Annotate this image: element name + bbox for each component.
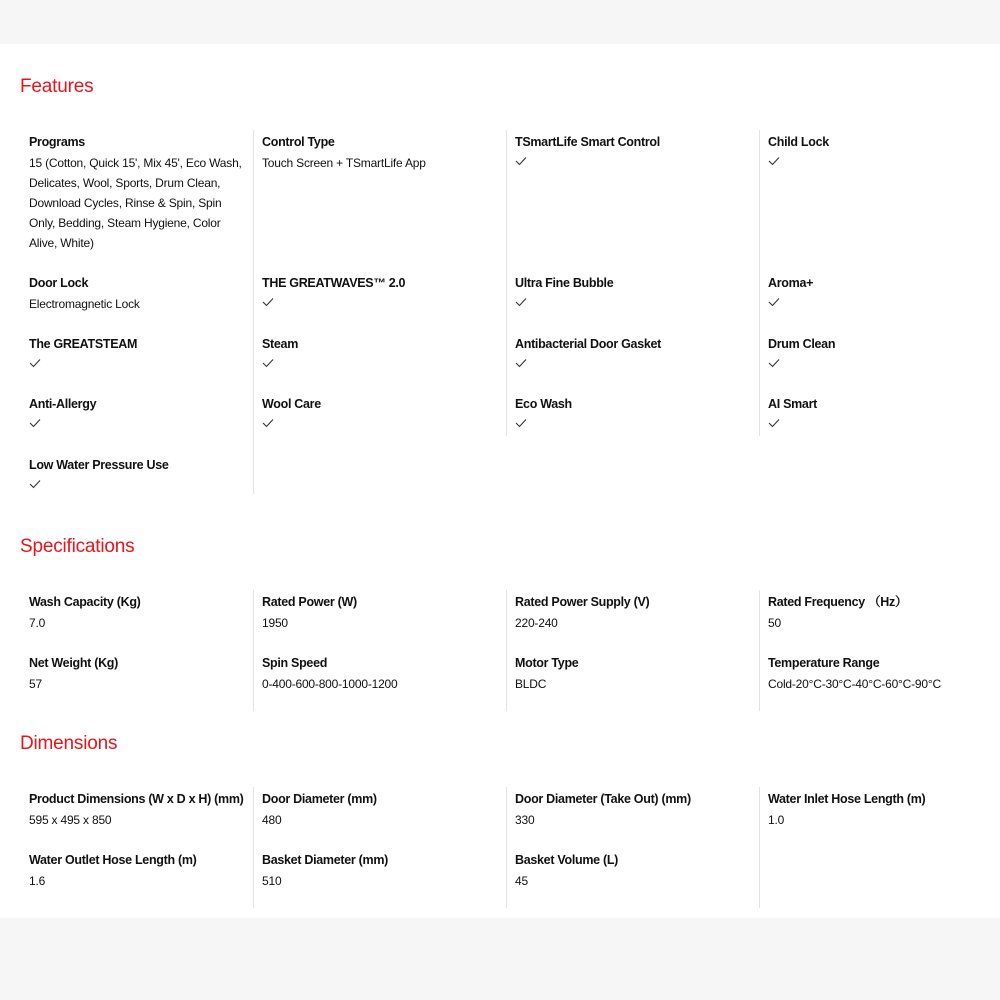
dimension-value: 45 [515, 873, 528, 888]
dimensions-grid [0, 787, 1000, 900]
checkmark-icon [768, 156, 780, 166]
checkmark-icon [515, 418, 527, 428]
feature-label: Wool Care [262, 397, 321, 411]
spec-value: 1950 [262, 616, 288, 630]
spec-value: 220-240 [515, 616, 558, 630]
spec-label: Motor Type [515, 655, 579, 670]
checkmark-icon [29, 358, 41, 368]
feature-label: AI Smart [768, 397, 818, 411]
dimension-item [262, 852, 506, 909]
dimensions-column-2 [253, 787, 506, 908]
features-title: Features [20, 76, 94, 97]
dimension-label: Basket Volume (L) [515, 852, 619, 867]
feature-label: Ultra Fine Bubble [515, 276, 614, 290]
dimensions-column-3 [506, 787, 759, 908]
dimension-value: 480 [262, 813, 282, 827]
feature-item [262, 275, 506, 332]
specifications-title: Specifications [20, 536, 135, 557]
checkmark-icon [29, 418, 41, 428]
dimension-label: Water Outlet Hose Length (m) [29, 852, 197, 867]
specifications-column-4 [759, 590, 1000, 711]
dimension-value: 510 [262, 873, 282, 888]
feature-label: Anti-Allergy [29, 397, 97, 411]
feature-item [768, 396, 1000, 453]
dimension-label: Door Diameter (Take Out) (mm) [515, 792, 691, 806]
feature-label: Low Water Pressure Use [29, 457, 169, 472]
feature-item [29, 396, 253, 453]
feature-label: THE GREATWAVES™ 2.0 [262, 276, 406, 290]
spec-label: Temperature Range [768, 655, 880, 670]
dimension-value: 1.0 [768, 813, 785, 827]
feature-item [262, 336, 506, 393]
dimension-label: Basket Diameter (mm) [262, 852, 388, 867]
spec-item [515, 655, 759, 712]
spec-item [29, 655, 253, 712]
feature-label: Programs [29, 135, 85, 149]
feature-item [768, 275, 1000, 332]
feature-label: The GREATSTEAM [29, 336, 138, 351]
features-column-3 [506, 130, 759, 436]
dimensions-column-4 [759, 787, 1000, 908]
dimension-item [515, 791, 759, 848]
spec-item [262, 594, 506, 651]
feature-item [29, 275, 253, 332]
dimension-item [768, 791, 1000, 848]
features-column-2 [253, 130, 506, 494]
spec-item [262, 655, 506, 712]
dimension-item [29, 852, 253, 909]
dimension-label: Product Dimensions (W x D x H) (mm) [29, 792, 244, 806]
spec-label: Rated Frequency （Hz） [768, 595, 908, 609]
spec-label: Wash Capacity (Kg) [29, 595, 141, 609]
feature-label: Eco Wash [515, 397, 572, 411]
feature-label: Aroma+ [768, 276, 814, 290]
spec-value: Cold-20°C-30°C-40°C-60°C-90°C [768, 676, 941, 691]
checkmark-icon [515, 297, 527, 307]
dimension-item [29, 791, 253, 848]
feature-label: Antibacterial Door Gasket [515, 336, 662, 351]
feature-label: Child Lock [768, 135, 829, 149]
spec-item [29, 594, 253, 651]
spec-value: BLDC [515, 676, 547, 691]
dimension-label: Water Inlet Hose Length (m) [768, 792, 926, 806]
features-grid [0, 130, 1000, 494]
feature-label: Door Lock [29, 276, 89, 290]
dimension-value: 330 [515, 813, 535, 827]
feature-label: Control Type [262, 135, 335, 149]
spec-item [515, 594, 759, 651]
spec-label: Rated Power Supply (V) [515, 595, 650, 609]
features-column-4 [759, 130, 1000, 436]
spec-value: 7.0 [29, 616, 46, 630]
spec-item [768, 655, 1000, 712]
feature-item [29, 134, 253, 271]
feature-item [515, 336, 759, 393]
feature-item [262, 396, 506, 453]
spec-label: Spin Speed [262, 655, 328, 670]
feature-item [29, 457, 253, 514]
checkmark-icon [262, 358, 274, 368]
dimensions-title: Dimensions [20, 733, 118, 754]
checkmark-icon [768, 418, 780, 428]
dimension-value: 1.6 [29, 873, 46, 888]
specifications-column-1 [0, 590, 253, 711]
checkmark-icon [262, 418, 274, 428]
feature-value: Touch Screen + TSmartLife App [262, 156, 426, 170]
checkmark-icon [768, 297, 780, 307]
specifications-column-2 [253, 590, 506, 711]
specifications-grid [0, 590, 1000, 703]
feature-item [768, 134, 1000, 271]
dimension-item [515, 852, 759, 909]
feature-label: Drum Clean [768, 336, 836, 351]
spec-value: 57 [29, 676, 42, 691]
feature-label: Steam [262, 336, 299, 351]
features-column-1 [0, 130, 253, 513]
spec-sheet [0, 44, 1000, 918]
checkmark-icon [29, 479, 41, 489]
dimension-value: 595 x 495 x 850 [29, 813, 112, 827]
checkmark-icon [262, 297, 274, 307]
feature-value: 15 (Cotton, Quick 15', Mix 45', Eco Wash, Delicates, Wool, Sports, Drum Clean, Download Cycles, Rinse & Spin, Spin Only, Bedding, Steam Hygiene, Color Alive, White) [29, 156, 242, 250]
spec-item [768, 594, 1000, 651]
feature-value: Electromagnetic Lock [29, 297, 140, 311]
dimension-label: Door Diameter (mm) [262, 792, 377, 806]
checkmark-icon [515, 156, 527, 166]
checkmark-icon [768, 358, 780, 368]
feature-item [262, 134, 506, 271]
specifications-column-3 [506, 590, 759, 711]
spec-value: 0-400-600-800-1000-1200 [262, 676, 398, 691]
feature-item [515, 275, 759, 332]
spec-label: Rated Power (W) [262, 595, 357, 609]
spec-value: 50 [768, 616, 781, 630]
dimensions-column-1 [0, 787, 253, 908]
feature-item [768, 336, 1000, 393]
dimension-item [262, 791, 506, 848]
feature-item [515, 134, 759, 271]
feature-item [515, 396, 759, 453]
feature-item [29, 336, 253, 393]
checkmark-icon [515, 358, 527, 368]
feature-label: TSmartLife Smart Control [515, 135, 660, 149]
spec-label: Net Weight (Kg) [29, 655, 119, 670]
